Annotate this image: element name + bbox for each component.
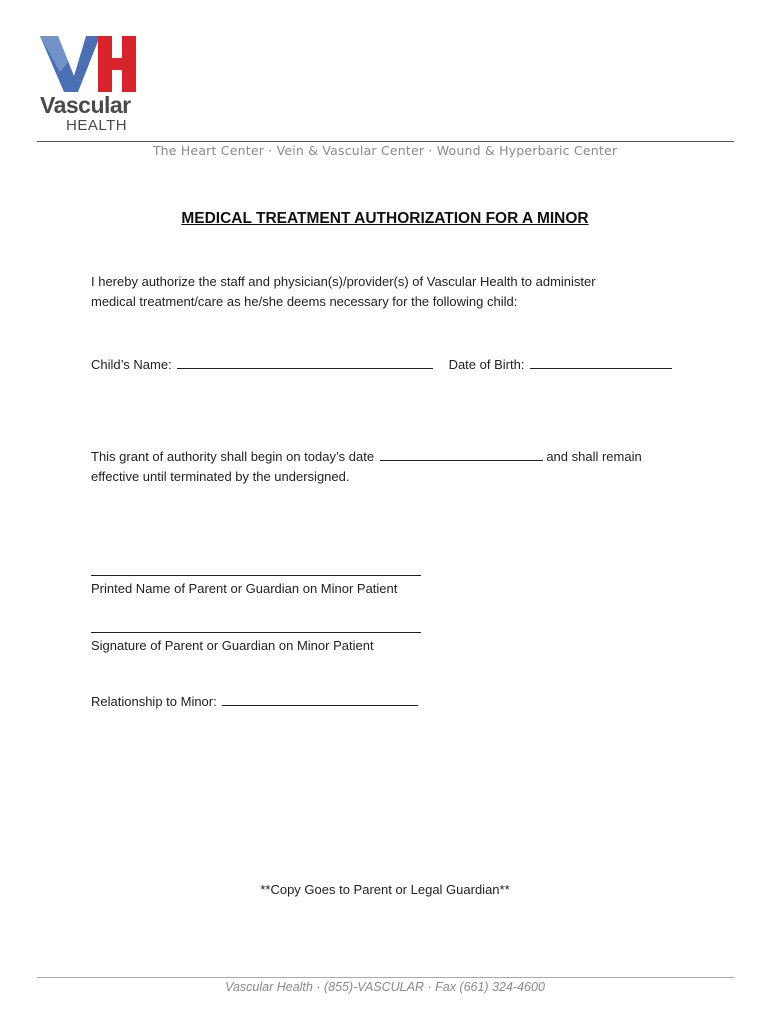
logo-name-line2: HEALTH xyxy=(66,117,128,134)
relationship-field[interactable] xyxy=(222,692,418,706)
footer-divider xyxy=(37,977,734,978)
dob-field[interactable] xyxy=(530,355,672,369)
relationship-label: Relationship to Minor: xyxy=(91,694,217,709)
grant-text-b: and shall remain xyxy=(546,449,642,464)
logo-name-line1: Vascular xyxy=(40,92,131,118)
grant-text-a: This grant of authority shall begin on today’s date xyxy=(91,449,375,464)
dob-label: Date of Birth: xyxy=(448,357,525,372)
grant-line-2: effective until terminated by the undersigned. xyxy=(91,469,350,484)
intro-line-1: I hereby authorize the staff and physician(s)/provider(s) of Vascular Health to administer xyxy=(91,274,596,289)
signature-label: Signature of Parent or Guardian on Minor Patient xyxy=(91,638,374,653)
form-title: MEDICAL TREATMENT AUTHORIZATION FOR A MINOR xyxy=(181,210,589,227)
vh-monogram-icon xyxy=(38,32,148,94)
child-info-row xyxy=(91,355,711,375)
signature-field[interactable] xyxy=(91,632,421,633)
child-name-field[interactable] xyxy=(177,355,433,369)
grant-paragraph xyxy=(91,447,711,487)
header-centers: The Heart Center · Vein & Vascular Center · Wound & Hyperbaric Center xyxy=(152,143,618,158)
footer-contact: Vascular Health · (855)-VASCULAR · Fax (661) 324-4600 xyxy=(225,980,545,994)
copy-note: **Copy Goes to Parent or Legal Guardian** xyxy=(260,882,510,897)
relationship-row xyxy=(91,692,691,712)
printed-name-field[interactable] xyxy=(91,575,421,576)
start-date-field[interactable] xyxy=(380,447,543,461)
intro-line-2: medical treatment/care as he/she deems necessary for the following child: xyxy=(91,294,518,309)
header-divider xyxy=(37,141,734,142)
child-name-label: Child’s Name: xyxy=(91,357,172,372)
intro-paragraph xyxy=(91,272,691,312)
printed-name-label: Printed Name of Parent or Guardian on Minor Patient xyxy=(91,581,398,596)
